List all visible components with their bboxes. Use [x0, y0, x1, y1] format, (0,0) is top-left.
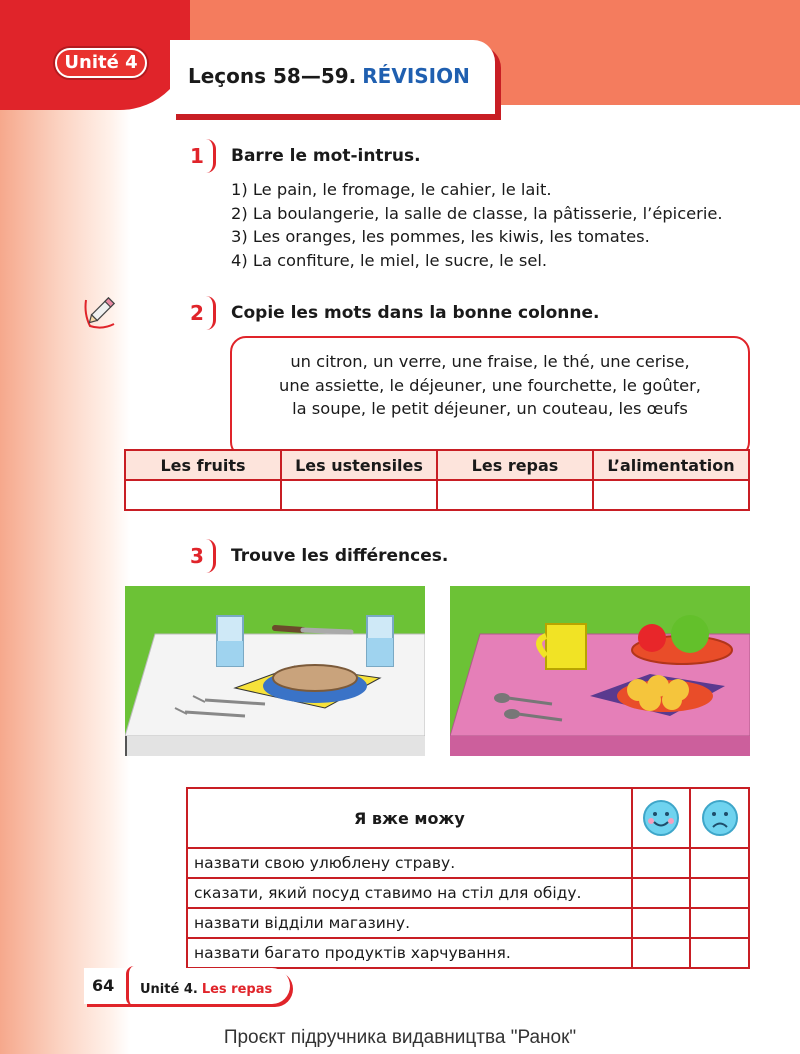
check-cell[interactable]	[632, 938, 691, 968]
exercise-1-title: Barre le mot-intrus.	[231, 146, 421, 166]
list-item: 2) La boulangerie, la salle de classe, la pâtisserie, l’épicerie.	[231, 203, 723, 223]
happy-face-icon	[641, 798, 681, 838]
self-assessment-table	[186, 787, 750, 969]
skill-row: сказати, який посуд ставимо на стіл для обіду.	[187, 878, 632, 908]
word-line: la soupe, le petit déjeuner, un couteau, les œufs	[292, 399, 688, 418]
check-cell[interactable]	[632, 908, 691, 938]
picture-left-table	[125, 586, 425, 756]
exercise-2-number: 2	[186, 298, 216, 328]
column-header-meals: Les repas	[437, 450, 593, 480]
check-cell[interactable]	[632, 878, 691, 908]
word-line: une assiette, le déjeuner, une fourchette, le goûter,	[279, 375, 701, 395]
exercise-1-number: 1	[186, 141, 216, 171]
list-item: 3) Les oranges, les pommes, les kiwis, les tomates.	[231, 227, 650, 246]
skill-row: назвати відділи магазину.	[187, 908, 632, 938]
footer-unit-title	[140, 982, 272, 997]
answer-cell[interactable]	[125, 480, 281, 510]
unit-badge: Unité 4	[55, 48, 147, 78]
exercise-3-number: 3	[186, 541, 216, 571]
word-box	[230, 336, 750, 458]
page-number: 64	[92, 976, 115, 995]
picture-right-table	[450, 586, 750, 756]
answer-cell[interactable]	[593, 480, 749, 510]
check-cell[interactable]	[690, 908, 749, 938]
category-table	[124, 449, 750, 511]
column-header-utensils: Les ustensiles	[281, 450, 437, 480]
check-cell[interactable]	[632, 848, 691, 878]
footer-topic: Les repas	[201, 982, 273, 997]
exercise-2-title: Copie les mots dans la bonne colonne.	[231, 303, 600, 323]
page-title	[188, 64, 470, 88]
word-line: un citron, un verre, une fraise, le thé, une cerise,	[290, 352, 690, 371]
footer-unit-label: Unité 4.	[140, 982, 198, 997]
sad-face-icon	[700, 798, 740, 838]
publisher-watermark: Проєкт підручника видавництва "Ранок"	[223, 1027, 577, 1048]
column-header-fruits: Les fruits	[125, 450, 281, 480]
self-assessment-header: Я вже можу	[187, 788, 632, 848]
list-item: 4) La confiture, le miel, le sucre, le sel.	[231, 250, 548, 270]
left-decorative-band	[0, 0, 130, 1054]
revision-label: RÉVISION	[362, 64, 470, 88]
skill-row: назвати багато продуктів харчування.	[187, 938, 632, 968]
column-header-food: L’alimentation	[593, 450, 749, 480]
skill-row: назвати свою улюблену страву.	[187, 848, 632, 878]
footer-separator	[126, 966, 134, 1006]
check-cell[interactable]	[690, 938, 749, 968]
lessons-label: Leçons 58—59.	[188, 64, 357, 88]
pencil-icon	[80, 292, 120, 332]
list-item: 1) Le pain, le fromage, le cahier, le lait.	[231, 180, 552, 199]
check-cell[interactable]	[690, 848, 749, 878]
answer-cell[interactable]	[281, 480, 437, 510]
exercise-3-title: Trouve les différences.	[231, 546, 449, 566]
check-cell[interactable]	[690, 878, 749, 908]
answer-cell[interactable]	[437, 480, 593, 510]
exercise-1-list	[231, 178, 723, 272]
